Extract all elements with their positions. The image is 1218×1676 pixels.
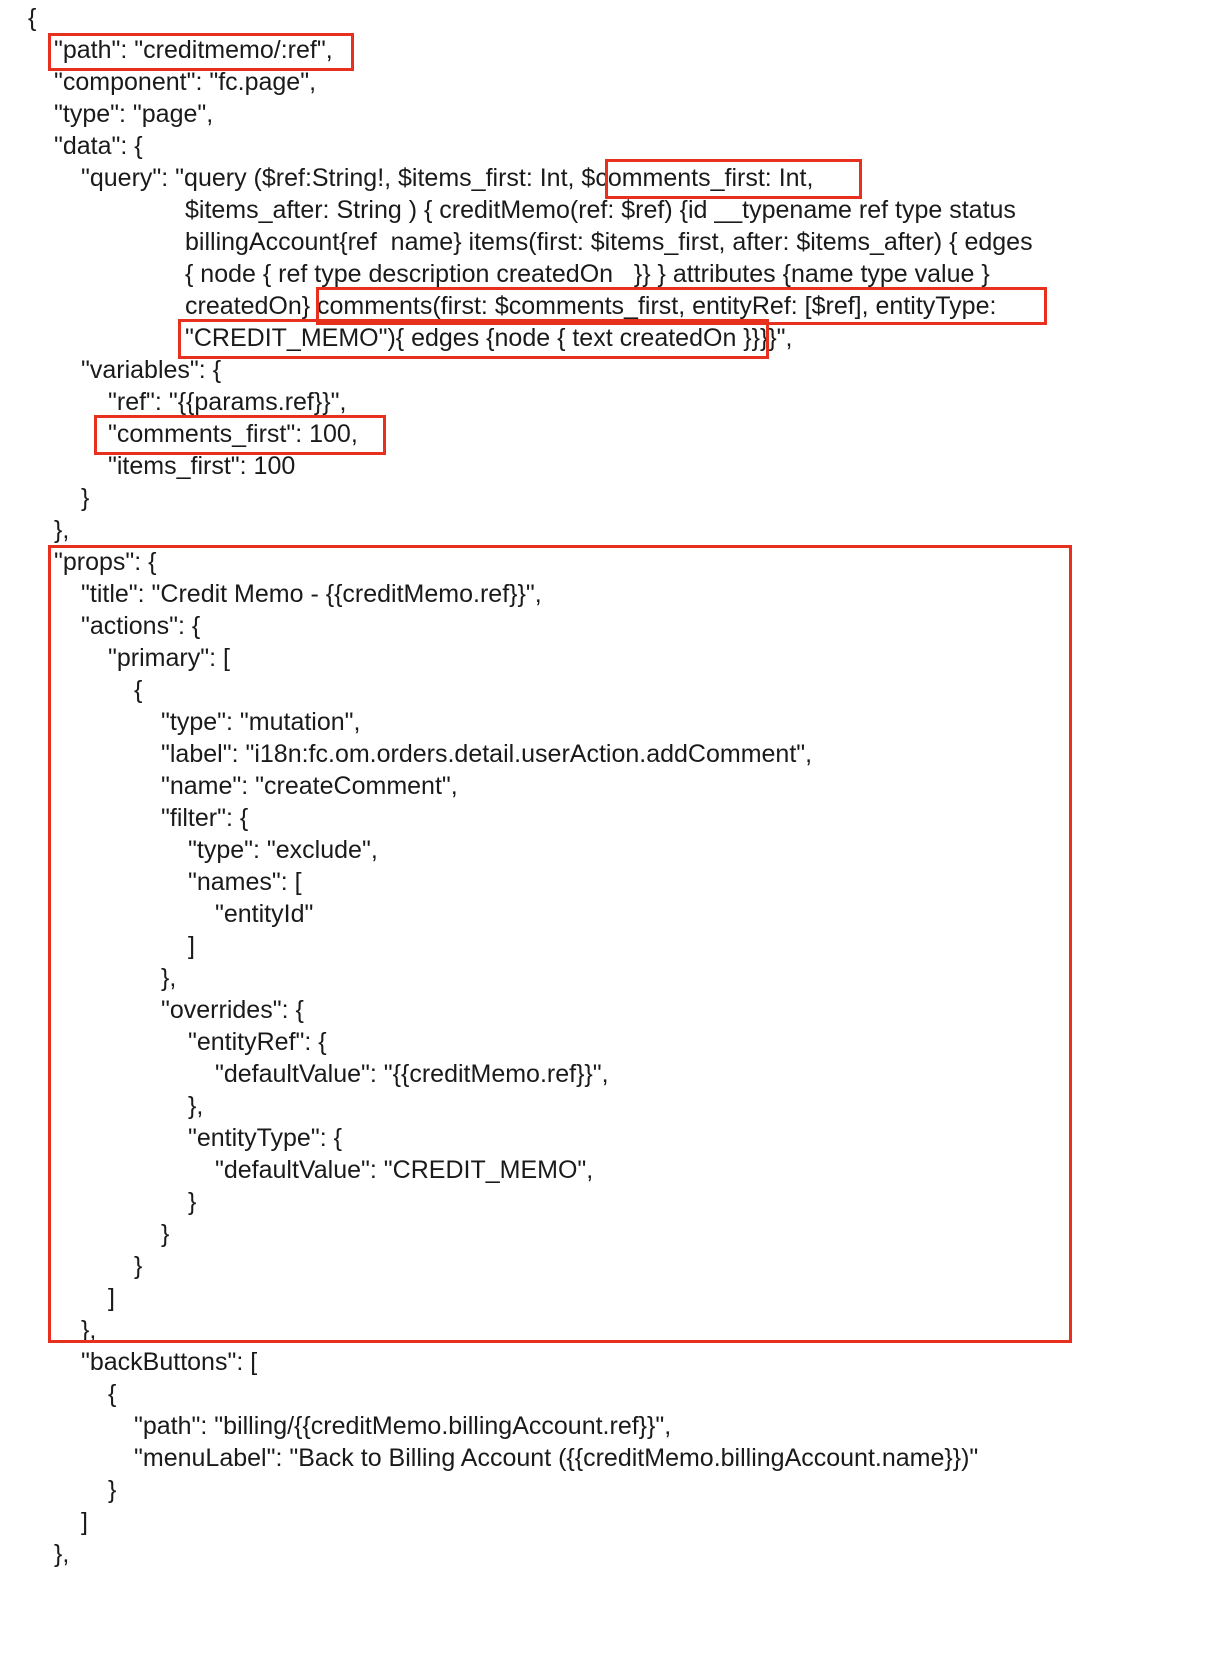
code-line: "CREDIT_MEMO"){ edges {node { text createdOn }}}}", [185,324,793,352]
code-line: "variables": { [81,356,222,384]
highlight-comments-first-param [605,159,862,199]
code-line: }, [54,1540,70,1568]
highlight-path [48,33,354,71]
code-line: } [81,484,90,512]
code-line: "path": "creditmemo/:ref", [54,36,333,64]
code-line: "actions": { [81,612,201,640]
code-line: "type": "exclude", [188,836,378,864]
code-line: "data": { [54,132,143,160]
code-line: }, [81,1316,97,1344]
code-line: billingAccount{ref name} items(first: $items_first, after: $items_after) { edges [185,228,1033,256]
highlight-props-block [48,545,1072,1343]
code-line: }, [54,516,70,544]
code-line: "type": "page", [54,100,214,128]
code-line: "component": "fc.page", [54,68,317,96]
code-line: "ref": "{{params.ref}}", [108,388,347,416]
code-line: "title": "Credit Memo - {{creditMemo.ref}}", [81,580,542,608]
highlight-credit-memo-entity [178,319,769,359]
code-line: } [108,1476,117,1504]
code-line: { [108,1380,117,1408]
code-line: "query": "query ($ref:String!, $items_first: Int, $comments_first: Int, [81,164,814,192]
code-line: { [28,4,37,32]
code-line: { node { ref type description createdOn }} } attributes {name type value } [185,260,990,288]
highlight-comments-first-variable [94,415,386,455]
code-line: ] [188,932,195,960]
code-line: "label": "i18n:fc.om.orders.detail.userAction.addComment", [161,740,813,768]
code-line: "entityId" [215,900,314,928]
code-line: } [161,1220,170,1248]
code-line: createdOn} comments(first: $comments_first, entityRef: [$ref], entityType: [185,292,997,320]
code-line: }, [161,964,177,992]
code-line: "path": "billing/{{creditMemo.billingAccount.ref}}", [134,1412,672,1440]
code-line: ] [81,1508,88,1536]
code-line: "entityRef": { [188,1028,327,1056]
code-line: "primary": [ [108,644,230,672]
code-line: "items_first": 100 [108,452,296,480]
code-line: "entityType": { [188,1124,342,1152]
code-line: "comments_first": 100, [108,420,358,448]
code-line: "overrides": { [161,996,304,1024]
code-line: ] [108,1284,115,1312]
code-line: { [134,676,143,704]
code-line: "defaultValue": "{{creditMemo.ref}}", [215,1060,609,1088]
code-line: "props": { [54,548,157,576]
code-line: "type": "mutation", [161,708,361,736]
code-line: } [134,1252,143,1280]
code-line: $items_after: String ) { creditMemo(ref: $ref) {id __typename ref type status [185,196,1016,224]
code-line: "menuLabel": "Back to Billing Account ({{creditMemo.billingAccount.name}})" [134,1444,979,1472]
code-line: }, [188,1092,204,1120]
code-line: "defaultValue": "CREDIT_MEMO", [215,1156,594,1184]
code-line: "filter": { [161,804,249,832]
code-line: "backButtons": [ [81,1348,258,1376]
code-line: } [188,1188,197,1216]
code-line: "name": "createComment", [161,772,458,800]
code-line: "names": [ [188,868,302,896]
